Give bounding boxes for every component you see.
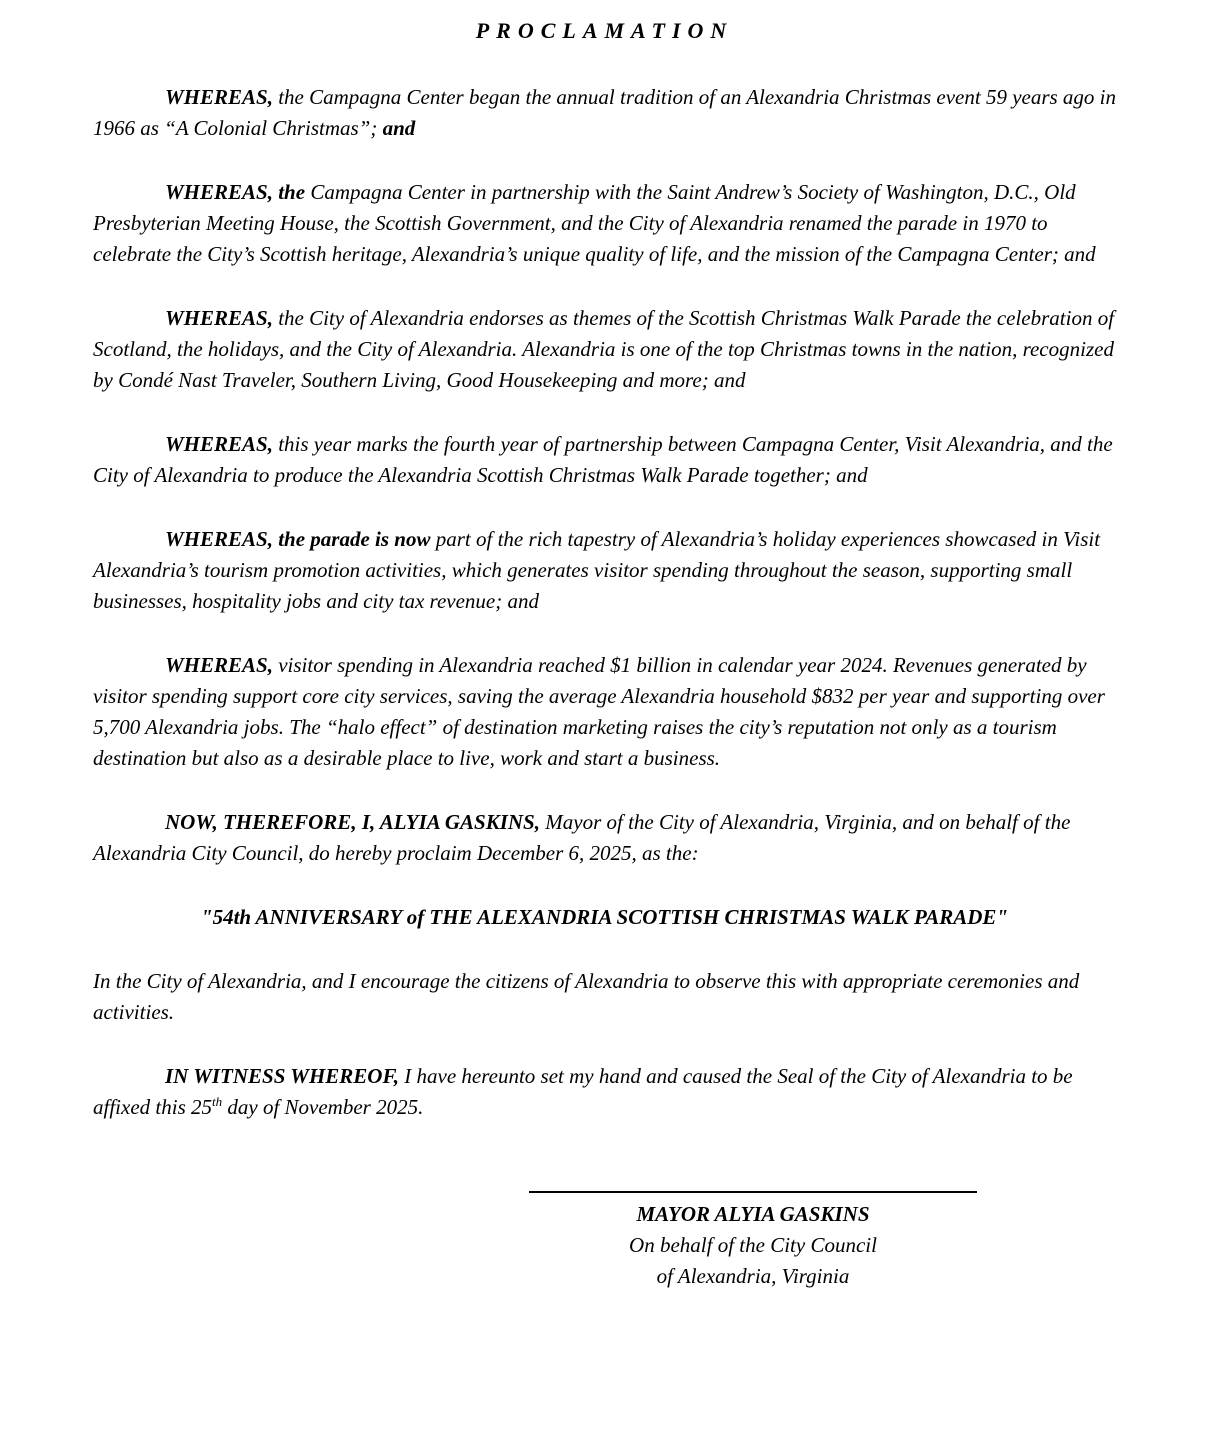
signature-line — [529, 1191, 977, 1193]
document-title: PROCLAMATION — [475, 18, 734, 43]
paragraph — [93, 650, 1116, 774]
signature-block — [529, 1191, 977, 1292]
signature-role-line: On behalf of the City Council — [629, 1233, 877, 1257]
paragraph — [93, 902, 1116, 933]
text-segment: part of the rich tapestry of Alexandria’s holiday experiences showcased in Visit Alexandria’s tourism promotion activities, which generates visitor spending throughout the season, supporting small businesses, hospitality jobs and city tax revenue; and — [93, 527, 1101, 613]
paragraph — [93, 966, 1116, 1028]
text-segment: day of November 2025. — [222, 1095, 424, 1119]
text-segment: visitor spending in Alexandria reached $1 billion in calendar year 2024. Revenues generated by visitor spending support core city services, saving the average Alexandria household $832 per year and supporting over 5,700 Alexandria jobs. The “halo effect” of destination marketing raises the city’s reputation not only as a tourism destination but also as a desirable place to live, work and start a business. — [93, 653, 1105, 770]
paragraph — [93, 82, 1116, 144]
document-body — [93, 82, 1116, 1123]
text-segment: WHEREAS, — [165, 306, 273, 330]
paragraph — [93, 524, 1116, 617]
text-segment: and — [382, 116, 416, 140]
text-segment: Campagna Center in partnership with the Saint Andrew’s Society of Washington, D.C., Old Presbyterian Meeting House, the Scottish Government, and the City of Alexandria renamed the parade in 1970 to celebrate the City’s Scottish heritage, Alexandria’s unique quality of life, and the mission of the Campagna Center; and — [93, 180, 1096, 266]
text-segment: I have hereunto set my hand and caused the Seal of the City of Alexandria to be affixed this 25 — [93, 1064, 1073, 1119]
text-segment: WHEREAS, — [165, 85, 273, 109]
text-segment: th — [212, 1094, 223, 1109]
text-segment: WHEREAS, — [165, 653, 273, 677]
paragraph — [93, 1061, 1116, 1123]
paragraph — [93, 807, 1116, 869]
text-segment: IN WITNESS WHEREOF, — [165, 1064, 400, 1088]
signature-name: MAYOR ALYIA GASKINS — [636, 1202, 870, 1226]
paragraph — [93, 177, 1116, 270]
text-segment: WHEREAS, — [165, 432, 273, 456]
text-segment: the Campagna Center began the annual tradition of an Alexandria Christmas event 59 years ago in 1966 as “A Colonial Christmas”; — [93, 85, 1117, 140]
text-segment: this year marks the fourth year of partnership between Campagna Center, Visit Alexandria, and the City of Alexandria to produce the Alexandria Scottish Christmas Walk Parade together; and — [93, 432, 1113, 487]
signature-org-line: of Alexandria, Virginia — [656, 1264, 850, 1288]
text-segment: In the City of Alexandria, and I encourage the citizens of Alexandria to observe this with appropriate ceremonies and activities. — [93, 969, 1080, 1024]
paragraph — [93, 303, 1116, 396]
text-segment: NOW, THEREFORE, I, ALYIA GASKINS, — [165, 810, 540, 834]
text-segment: WHEREAS, the — [165, 180, 306, 204]
text-segment: WHEREAS, the parade is now — [165, 527, 431, 551]
paragraph — [93, 429, 1116, 491]
text-segment: Mayor of the City of Alexandria, Virginia, and on behalf of the Alexandria City Council, do hereby proclaim December 6, 2025, as the: — [93, 810, 1071, 865]
text-segment: the City of Alexandria endorses as themes of the Scottish Christmas Walk Parade the celebration of Scotland, the holidays, and the City of Alexandria. Alexandria is one of the top Christmas towns in the nation, recognized by Condé Nast Traveler, Southern Living, Good Housekeeping and more; and — [93, 306, 1115, 392]
text-segment: "54th ANNIVERSARY of THE ALEXANDRIA SCOTTISH CHRISTMAS WALK PARADE" — [200, 905, 1009, 929]
